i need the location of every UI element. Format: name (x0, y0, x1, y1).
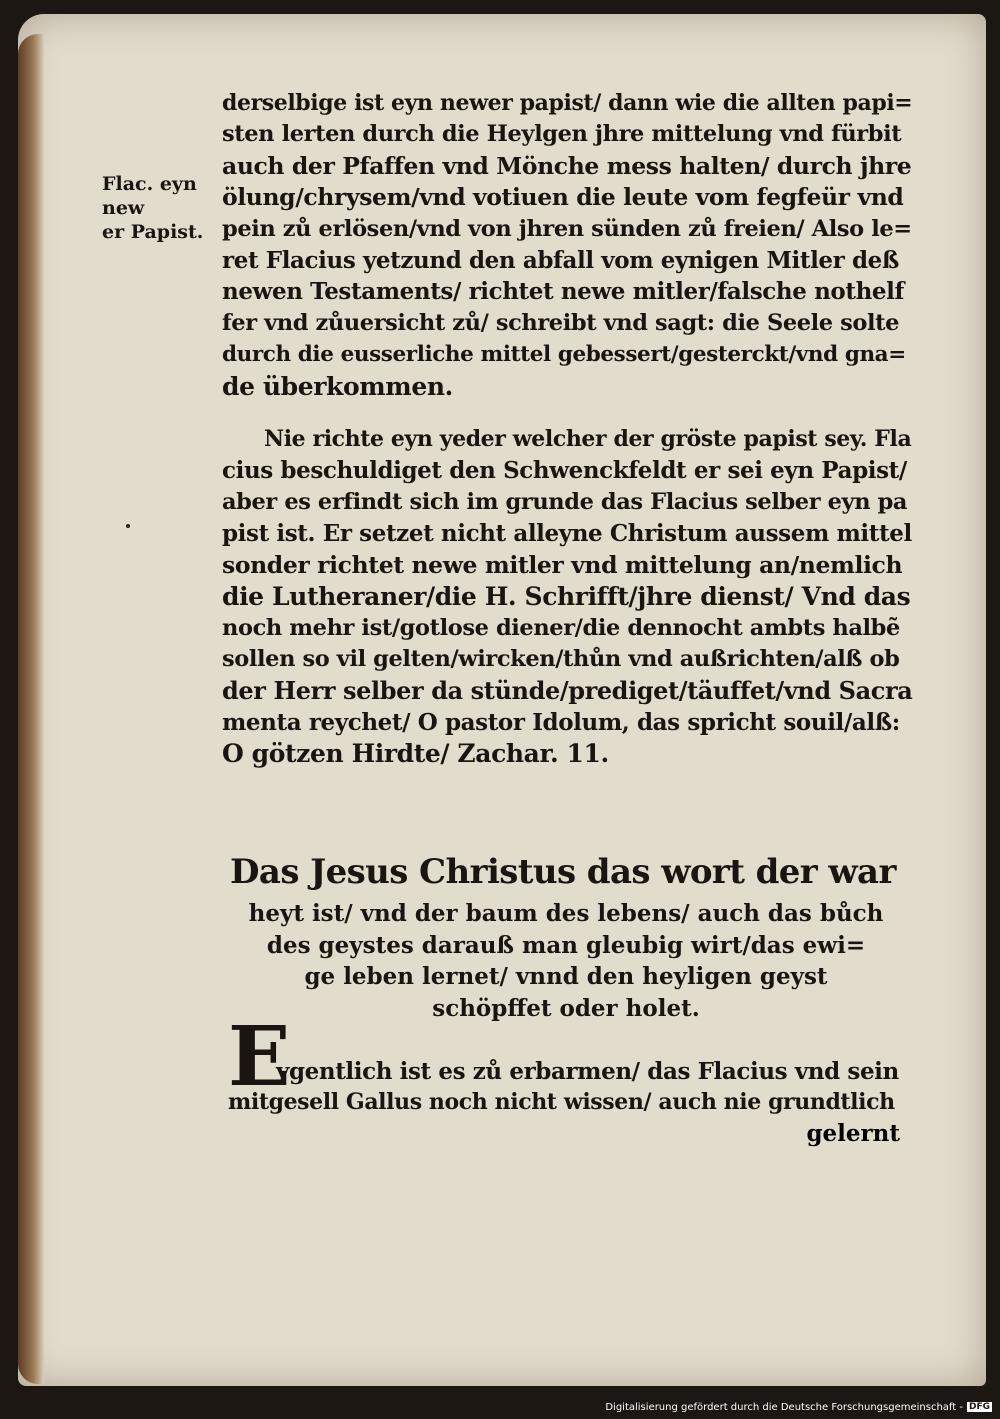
text-line: pist ist. Er setzet nicht alleyne Christum aussem mittel (222, 520, 912, 548)
text-line: sollen so vil gelten/wircken/thůn vnd außrichten/alß ob (222, 645, 900, 672)
heading-line: schöpffet oder holet. (432, 994, 700, 1022)
text-line: auch der Pfaffen vnd Mönche mess halten/ durch jhre (222, 151, 912, 180)
marginal-note-line: er Papist. (102, 221, 204, 243)
drop-cap: E (228, 1009, 291, 1105)
text-line: derselbige ist eyn newer papist/ dann wie die allten papi= (222, 90, 913, 116)
marginal-note-line: Flac. eyn new (102, 173, 197, 219)
text-line: newen Testaments/ richtet newe mitler/falsche nothelf (222, 278, 904, 306)
heading-title: Das Jesus Christus das wort der war (230, 852, 896, 892)
text-line: ölung/chrysem/vnd votiuen die leute vom fegfeür vnd (222, 183, 904, 212)
heading-line: ge leben lernet/ vnnd den heyligen geyst (304, 963, 828, 990)
text-line: sonder richtet newe mitler vnd mittelung an/nemlich (222, 550, 903, 579)
text-line: die Lutheraner/die H. Schrifft/jhre dienst/ Vnd das (222, 582, 911, 612)
text-line: pein zů erlösen/vnd von jhren sünden zů freien/ Also le= (222, 215, 912, 242)
text-line: der Herr selber da stünde/prediget/täuffet/vnd Sacra (222, 676, 913, 706)
text-line: O götzen Hirdte/ Zachar. 11. (222, 739, 609, 769)
text-line: sten lerten durch die Heylgen jhre mittelung vnd fürbit (222, 121, 902, 148)
text-line: noch mehr ist/gotlose diener/die dennocht ambts halbẽ (222, 614, 900, 641)
text-line: menta reychet/ O pastor Idolum, das spricht souil/alß: (222, 708, 900, 736)
heading-line: des geystes darauß man gleubig wirt/das ewi= (266, 931, 866, 959)
text-line: de überkommen. (222, 371, 453, 401)
dfg-logo: DFG (968, 1402, 990, 1412)
text-line: cius beschuldiget den Schwenckfeldt er sei eyn Papist/ (222, 457, 907, 485)
text-line: ret Flacius yetzund den abfall vom eynigen Mitler deß (222, 247, 899, 275)
text-line: durch die eusserliche mittel gebessert/gesterckt/vnd gna= (222, 342, 906, 368)
text-line: Nie richte eyn yeder welcher der gröste papist sey. Fla (264, 426, 912, 453)
digitization-credit (605, 1402, 992, 1413)
text-line: ygentlich ist es zů erbarmen/ das Flacius vnd sein (276, 1058, 899, 1085)
credit-text: Digitalisierung gefördert durch die Deutsche Forschungsgemeinschaft - (605, 1402, 963, 1413)
text-line: mitgesell Gallus noch nicht wissen/ auch nie grundtlich (228, 1089, 895, 1116)
catchword: gelernt (806, 1120, 900, 1147)
heading-line: heyt ist/ vnd der baum des lebens/ auch das bůch (248, 900, 884, 927)
text-line: aber es erfindt sich im grunde das Flacius selber eyn pa (222, 488, 908, 515)
text-line: fer vnd zůuersicht zů/ schreibt vnd sagt: die Seele solte (222, 309, 900, 336)
